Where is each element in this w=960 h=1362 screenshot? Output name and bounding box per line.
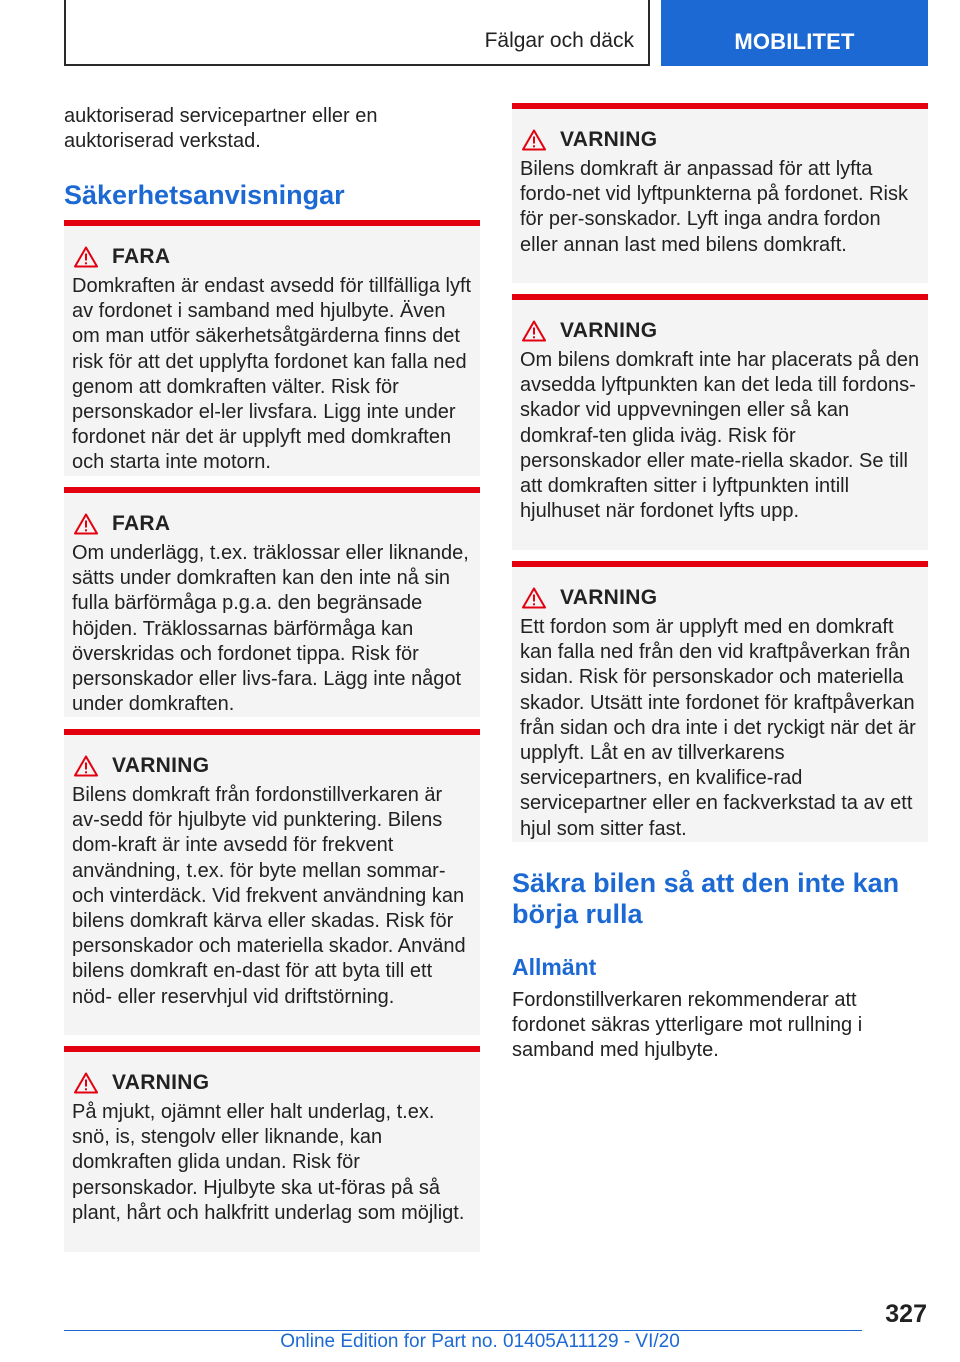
warning-box	[64, 487, 480, 717]
header-section-title: Fälgar och däck	[484, 29, 634, 52]
warning-triangle-icon	[74, 513, 98, 535]
warning-title: FARA	[112, 512, 171, 535]
warning-box	[512, 103, 928, 283]
intro-text: auktoriserad servicepartner eller en auktoriserad verkstad.	[64, 105, 378, 152]
warning-title: VARNING	[560, 319, 658, 342]
warning-box	[512, 561, 928, 842]
warning-title: VARNING	[560, 586, 658, 609]
page-number: 327	[885, 1300, 927, 1328]
warning-text: Domkraften är endast avsedd för tillfälliga lyft av fordonet i samband med hjulbyte. Även om man utför säkerhetsåtgärderna finns det risk för att det upplyfta fordonet kan falla ned genom att domkraften välter. Risk för personskador el-ler livsfara. Ligg inte under fordonet när det är upplyft med domkraften och starta inte motorn.	[72, 275, 472, 474]
warning-box	[64, 220, 480, 476]
section-heading-safety: Säkerhetsanvisningar	[64, 180, 345, 210]
warning-text: Bilens domkraft är anpassad för att lyfta fordo-net vid lyftpunkterna på fordonet. Risk för per-sonskador. Lyft inga andra fordon eller annan last med bilens domkraft.	[520, 158, 908, 256]
warning-box	[64, 729, 480, 1035]
warning-box	[512, 294, 928, 550]
warning-title: FARA	[112, 245, 171, 268]
general-body-text: Fordonstillverkaren rekommenderar att fordonet säkras ytterligare mot rullning i samband med hjulbyte.	[512, 989, 863, 1061]
warning-triangle-icon	[74, 755, 98, 777]
subheading-general: Allmänt	[512, 954, 597, 980]
warning-triangle-icon	[522, 129, 546, 151]
warning-text: På mjukt, ojämnt eller halt underlag, t.ex. snö, is, stengolv eller liknande, kan domkraften glida undan. Risk för personskador. Hjulbyte ska ut-föras på så plant, hårt och halkfritt underlag som möjligt.	[72, 1101, 465, 1224]
warning-text: Om bilens domkraft inte har placerats på den avsedda lyftpunkten kan det leda till fordons-skador vid uppvevningen eller så kan domkraf-ten glida iväg. Risk för personskador eller mate-riella skador. Se till att domkraften sitter i lyftpunkten intill hjulhuset när fordonet lyfts upp.	[520, 349, 920, 523]
header-chapter-label: MOBILITET	[734, 29, 855, 54]
warning-text: Om underlägg, t.ex. träklossar eller liknande, sätts under domkraften kan den inte nå sin fulla bärförmåga p.g.a. den begränsade höjden. Träklossarnas bärförmåga kan överskridas och fordonet tippa. Risk för personskador eller livs-fara. Lägg inte något under domkraften.	[72, 542, 469, 716]
footer-edition	[0, 1331, 960, 1353]
warning-title: VARNING	[560, 128, 658, 151]
warning-triangle-icon	[74, 1072, 98, 1094]
warning-triangle-icon	[74, 246, 98, 268]
warning-triangle-icon	[522, 320, 546, 342]
section-heading-rolling: Säkra bilen så att den inte kan börja rulla	[512, 868, 900, 929]
warning-box	[64, 1046, 480, 1252]
warning-triangle-icon	[522, 587, 546, 609]
header-section-box	[64, 0, 650, 66]
warning-text: Bilens domkraft från fordonstillverkaren är av-sedd för hjulbyte vid punktering. Bilens dom-kraft är inte avsedd för frekvent användning, t.ex. för byte mellan sommar- och vinterdäck. Vid frekvent användning kan bilens domkraft kärva eller skadas. Risk för personskador och materiella skador. Använd bilens domkraft en-dast för att byta till ett nöd- eller reservhjul vid driftstörning.	[72, 784, 466, 1008]
footer-edition-text: Online Edition for Part no. 01405A11129 - VI/20	[280, 1331, 680, 1352]
warning-text: Ett fordon som är upplyft med en domkraft kan falla ned från den vid kraftpåverkan från sidan. Risk för personskador och materiella skador. Utsätt inte fordonet för kraftpåverkan från sidan och dra inte i det ryckigt när det är upplyft. Låt en av tillverkarens servicepartners, en kvalifice-rad servicepartner eller en fackverkstad ta av ett hjul som sitter fast.	[520, 616, 916, 840]
warning-title: VARNING	[112, 1071, 210, 1094]
warning-title: VARNING	[112, 754, 210, 777]
header-chapter-tab[interactable]	[661, 0, 928, 66]
